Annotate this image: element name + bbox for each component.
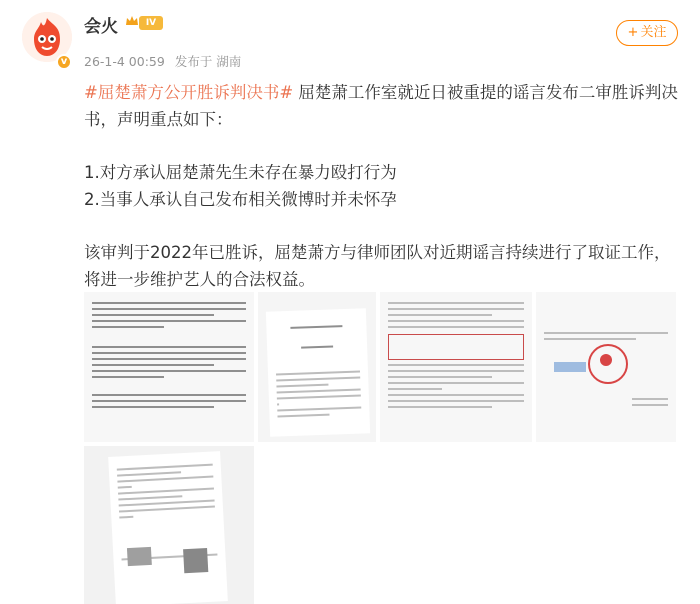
crown-icon bbox=[125, 15, 139, 27]
post-location: 发布于 湖南 bbox=[174, 54, 242, 69]
post-meta bbox=[84, 52, 247, 70]
plus-icon: + bbox=[627, 25, 639, 40]
evidence-image[interactable] bbox=[84, 446, 254, 604]
post-intro: 屈楚萧工作室就近日被重提的谣言发布二审胜诉判决书，声明重点如下： bbox=[84, 83, 678, 129]
post-point-2: 2.当事人承认自己发布相关微博时并未怀孕 bbox=[84, 190, 397, 209]
court-stamp-image[interactable] bbox=[536, 292, 676, 442]
statement-image[interactable] bbox=[84, 292, 254, 442]
post-content bbox=[84, 79, 678, 293]
verified-badge-icon: v bbox=[56, 54, 72, 70]
judgment-cover-image[interactable] bbox=[258, 292, 376, 442]
post-time: 26-1-4 00:59 bbox=[84, 54, 165, 69]
post-point-1: 1.对方承认屈楚萧先生未存在暴力殴打行为 bbox=[84, 163, 397, 182]
level-badge: IV bbox=[139, 16, 163, 30]
follow-label: 关注 bbox=[640, 25, 667, 40]
judgment-page-image[interactable] bbox=[380, 292, 532, 442]
username[interactable]: 会火 bbox=[84, 17, 118, 37]
post-summary: 该审判于2022年已胜诉，屈楚萧方与律师团队对近期谣言持续进行了取证工作，将进一步维护艺人的合法权益。 bbox=[84, 243, 671, 289]
follow-button[interactable] bbox=[616, 20, 678, 46]
topic-link[interactable]: #屈楚萧方公开胜诉判决书# bbox=[84, 83, 294, 102]
post-first-paragraph bbox=[84, 79, 678, 133]
